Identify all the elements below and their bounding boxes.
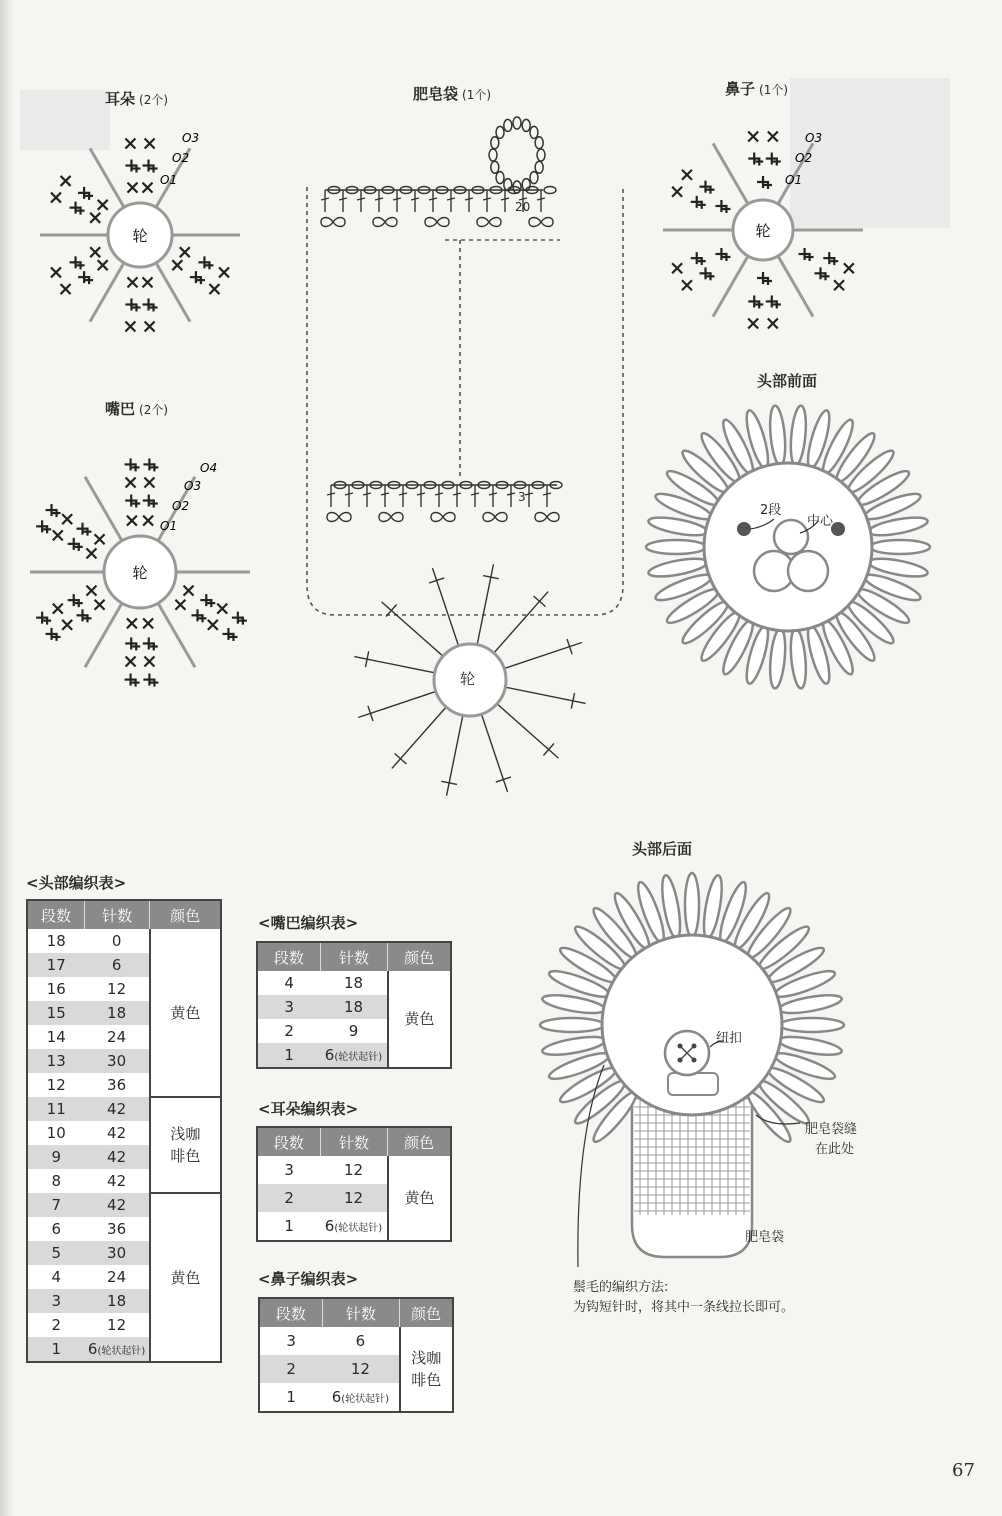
row-marker: O1 bbox=[160, 519, 178, 533]
stitch-mark bbox=[145, 139, 155, 149]
stitch-mark bbox=[36, 520, 51, 533]
stitch-mark bbox=[98, 260, 108, 270]
mane-note-line2: 为钩短针时，将其中一条线拉长即可。 bbox=[573, 1300, 795, 1315]
col-header-rows: 段数 bbox=[257, 942, 320, 971]
col-header-color: 颜色 bbox=[400, 1298, 453, 1327]
stitch-mark bbox=[70, 256, 85, 269]
stitch-mark bbox=[76, 523, 91, 536]
stitch-count-cell: 30 bbox=[84, 1049, 149, 1073]
stitch-mark bbox=[143, 298, 158, 311]
stitch-mark bbox=[95, 600, 105, 610]
chain-stitch bbox=[504, 119, 512, 131]
stitch-mark bbox=[143, 277, 153, 287]
row-number-cell: 4 bbox=[51, 1268, 61, 1286]
stitch-count-cell: 12 bbox=[107, 1316, 127, 1334]
stitch-mark bbox=[78, 187, 93, 200]
stitch-count-cell: 36 bbox=[107, 1220, 127, 1238]
row-marker: O3 bbox=[805, 131, 823, 145]
stitch-mark bbox=[125, 321, 135, 331]
double-crochet bbox=[358, 691, 436, 717]
nose-knit-table bbox=[258, 1297, 454, 1413]
stitch-mark bbox=[46, 628, 61, 641]
color-cell: 黄色 bbox=[388, 971, 451, 1068]
stitch-mark bbox=[126, 477, 136, 487]
stitch-mark bbox=[672, 187, 682, 197]
chain-stitch bbox=[535, 137, 543, 149]
row-marker: O1 bbox=[160, 173, 178, 187]
stitch-mark bbox=[844, 263, 854, 273]
stitch-mark bbox=[127, 277, 137, 287]
stitch-count-cell: 30 bbox=[84, 1241, 149, 1265]
head-front-title: 头部前面 bbox=[757, 372, 818, 390]
ears-table-title: <耳朵编织表> bbox=[258, 1100, 359, 1118]
stitch-mark bbox=[125, 495, 140, 508]
col-header-rows: 段数 bbox=[257, 1127, 320, 1156]
stitch-mark bbox=[799, 248, 814, 261]
stitch-mark bbox=[62, 514, 72, 524]
row-marker: O2 bbox=[172, 151, 190, 165]
row-number-cell: 17 bbox=[27, 953, 84, 977]
stitch-mark bbox=[768, 132, 778, 142]
mane-loop bbox=[780, 1018, 844, 1032]
stitch-mark bbox=[127, 516, 137, 526]
row-marker-3: 3 bbox=[518, 490, 526, 504]
stitch-count-cell: 0 bbox=[111, 932, 122, 950]
stitch-mark bbox=[90, 213, 100, 223]
stitch-count-cell: 9 bbox=[348, 1022, 359, 1040]
table-row bbox=[27, 1097, 221, 1121]
stitch-mark bbox=[184, 586, 194, 596]
row-marker: O4 bbox=[200, 461, 218, 475]
color-cell: 黄色 bbox=[150, 929, 221, 1097]
mouth-stitch-diagram bbox=[20, 432, 280, 712]
stitch-count-cell: 24 bbox=[107, 1268, 127, 1286]
stitch-mark bbox=[699, 267, 714, 280]
left-eye bbox=[737, 522, 751, 536]
row-number-cell: 16 bbox=[46, 980, 66, 998]
stitch-mark bbox=[175, 600, 185, 610]
stitch-count-cell: 42 bbox=[84, 1097, 149, 1121]
stitch-mark bbox=[76, 609, 91, 622]
chain-pair bbox=[373, 218, 397, 227]
stitch-mark bbox=[143, 674, 158, 687]
chain-pair bbox=[477, 218, 501, 227]
stitch-mark bbox=[823, 252, 838, 265]
double-crochet bbox=[504, 642, 582, 668]
stitch-mark bbox=[125, 160, 140, 173]
stitch-mark bbox=[766, 153, 781, 166]
chain-pair bbox=[379, 513, 403, 522]
row-number-cell: 11 bbox=[27, 1097, 84, 1121]
stitch-mark bbox=[222, 628, 237, 641]
stitch-count-cell: 18 bbox=[320, 995, 387, 1019]
stitch-mark bbox=[143, 637, 158, 650]
mouth-right bbox=[788, 551, 828, 591]
nose-table-title: <鼻子编织表> bbox=[258, 1270, 359, 1288]
stitch-mark bbox=[691, 196, 706, 209]
button-label: 纽扣 bbox=[716, 1031, 743, 1046]
stitch-count-cell: 42 bbox=[84, 1193, 149, 1217]
stitch-count-cell: 42 bbox=[107, 1124, 127, 1142]
stitch-mark bbox=[51, 267, 61, 277]
chain-pair bbox=[529, 218, 553, 227]
row-number-cell: 1 bbox=[284, 1217, 294, 1235]
stitch-mark bbox=[125, 674, 140, 687]
stitch-mark bbox=[61, 176, 71, 186]
mane-loop bbox=[870, 540, 930, 554]
row-marker: O1 bbox=[785, 173, 803, 187]
stitch-mark bbox=[127, 183, 137, 193]
row-number-cell: 1 bbox=[257, 1043, 320, 1068]
stitch-mark bbox=[78, 271, 93, 284]
stitch-mark bbox=[51, 193, 61, 203]
start-note: (轮状起针) bbox=[334, 1223, 383, 1234]
chain-stitch bbox=[537, 149, 545, 161]
double-crochet bbox=[497, 704, 558, 758]
mouth-table-title: <嘴巴编织表> bbox=[258, 914, 359, 932]
stitch-mark bbox=[757, 176, 772, 189]
row-number-cell: 9 bbox=[27, 1145, 84, 1169]
stitch-mark bbox=[68, 594, 83, 607]
round-2-label: 2段 bbox=[760, 503, 782, 518]
chain-stitch bbox=[496, 126, 504, 138]
bag-outline bbox=[307, 187, 623, 615]
chain-pair bbox=[327, 513, 351, 522]
row-marker-20: 20 bbox=[515, 200, 531, 214]
mane-loop bbox=[768, 405, 787, 466]
start-note: (轮状起针) bbox=[341, 1394, 390, 1405]
row-number-cell: 2 bbox=[259, 1355, 322, 1383]
nose bbox=[774, 520, 808, 554]
head-table-title: <头部编织表> bbox=[26, 874, 127, 892]
mane-loop bbox=[540, 1018, 604, 1032]
mane-loop bbox=[789, 405, 808, 466]
stitch-mark bbox=[125, 139, 135, 149]
col-header-color: 颜色 bbox=[388, 942, 451, 971]
mane-note-line1: 鬃毛的编织方法: bbox=[573, 1280, 669, 1295]
soap-bag-diagram-title: 肥皂袋 (1个) bbox=[413, 85, 492, 103]
row-number-cell: 4 bbox=[284, 974, 294, 992]
row-number-cell: 1 bbox=[286, 1388, 296, 1406]
col-header-stitches: 针数 bbox=[320, 942, 387, 971]
color-cell: 浅咖 啡色 bbox=[400, 1327, 453, 1412]
stitch-mark bbox=[715, 200, 730, 213]
row-number-cell: 2 bbox=[51, 1316, 61, 1334]
stitch-mark bbox=[70, 202, 85, 215]
stitch-mark bbox=[190, 271, 205, 284]
stitch-mark bbox=[86, 586, 96, 596]
table-row bbox=[257, 1156, 451, 1184]
stitch-mark bbox=[68, 538, 83, 551]
row-number-cell: 10 bbox=[46, 1124, 66, 1142]
row-number-cell: 1 bbox=[27, 1337, 84, 1362]
chain-stitch bbox=[496, 172, 504, 184]
stitch-mark bbox=[192, 609, 207, 622]
row-number-cell: 5 bbox=[27, 1241, 84, 1265]
ring-label: 轮 bbox=[132, 227, 148, 245]
stitch-mark bbox=[125, 637, 140, 650]
stitch-mark bbox=[748, 153, 763, 166]
stitch-count-cell: 18 bbox=[343, 974, 364, 992]
stitch-mark bbox=[95, 534, 105, 544]
chain-stitch bbox=[491, 161, 499, 173]
stitch-mark bbox=[715, 248, 730, 261]
stitch-mark bbox=[53, 530, 63, 540]
stitch-count-cell: 6(轮状起针) bbox=[331, 1388, 390, 1406]
bag-top-flap bbox=[668, 1073, 718, 1095]
chain-stitch bbox=[489, 149, 497, 161]
stitch-mark bbox=[219, 267, 229, 277]
stitch-count-cell: 18 bbox=[84, 1001, 149, 1025]
row-number-cell: 3 bbox=[286, 1332, 296, 1350]
stitch-mark bbox=[126, 657, 136, 667]
head-back-title: 头部后面 bbox=[632, 840, 693, 858]
mane-loop bbox=[768, 628, 787, 689]
stitch-mark bbox=[691, 252, 706, 265]
table-row bbox=[27, 1193, 221, 1217]
stitch-mark bbox=[757, 272, 772, 285]
stitch-count-cell: 42 bbox=[84, 1145, 149, 1169]
row-marker: O3 bbox=[184, 479, 202, 493]
stitch-count-cell: 6(轮状起针) bbox=[320, 1043, 387, 1068]
row-number-cell: 14 bbox=[46, 1028, 66, 1046]
chain-pair bbox=[535, 513, 559, 522]
col-header-color: 颜色 bbox=[388, 1127, 451, 1156]
chain-stitch bbox=[535, 161, 543, 173]
stitch-mark bbox=[46, 504, 61, 517]
stitch-count-cell: 36 bbox=[107, 1076, 127, 1094]
head-front-diagram bbox=[640, 395, 940, 695]
ring-label: 轮 bbox=[132, 564, 148, 582]
table-row bbox=[259, 1327, 453, 1355]
col-header-rows: 段数 bbox=[27, 900, 84, 929]
page-number: 67 bbox=[952, 1460, 975, 1481]
seam-label-2: 在此处 bbox=[815, 1142, 855, 1157]
chain-stitch bbox=[522, 119, 530, 131]
stitch-mark bbox=[834, 280, 844, 290]
chain-pair bbox=[483, 513, 507, 522]
nose-stitch-diagram bbox=[645, 110, 885, 350]
stitch-count-cell: 12 bbox=[343, 1161, 364, 1179]
row-number-cell: 6 bbox=[51, 1220, 61, 1238]
chain-stitch bbox=[530, 172, 538, 184]
stitch-mark bbox=[53, 604, 63, 614]
chain-stitch bbox=[544, 187, 556, 194]
ears-diagram-title: 耳朵 (2个) bbox=[105, 90, 169, 108]
center-label: 中心 bbox=[807, 514, 834, 529]
stitch-mark bbox=[98, 200, 108, 210]
mane-loop bbox=[646, 540, 706, 554]
col-header-stitches: 针数 bbox=[322, 1298, 399, 1327]
chain-pair bbox=[321, 218, 345, 227]
stitch-mark bbox=[682, 280, 692, 290]
stitch-mark bbox=[748, 318, 758, 328]
chain-stitch bbox=[513, 117, 521, 129]
row-marker: O2 bbox=[172, 499, 190, 513]
stitch-mark bbox=[143, 458, 158, 471]
row-number-cell: 2 bbox=[257, 1184, 320, 1212]
head-knit-table bbox=[26, 899, 222, 1363]
row-number-cell: 12 bbox=[46, 1076, 66, 1094]
stitch-mark bbox=[144, 657, 154, 667]
stitch-mark bbox=[61, 284, 71, 294]
stitch-count-cell: 18 bbox=[84, 1289, 149, 1313]
row-number-cell: 7 bbox=[27, 1193, 84, 1217]
stitch-mark bbox=[143, 160, 158, 173]
col-header-stitches: 针数 bbox=[84, 900, 149, 929]
stitch-count-cell: 12 bbox=[107, 980, 127, 998]
row-number-cell: 13 bbox=[27, 1049, 84, 1073]
row-marker: O3 bbox=[182, 131, 200, 145]
stitch-mark bbox=[62, 620, 72, 630]
row-number-cell: 18 bbox=[46, 932, 66, 950]
stitch-count-cell: 6 bbox=[84, 953, 149, 977]
chain-stitch bbox=[530, 126, 538, 138]
chain-stitch bbox=[491, 137, 499, 149]
stitch-count-cell: 12 bbox=[322, 1355, 399, 1383]
stitch-mark bbox=[198, 256, 213, 269]
ears-stitch-diagram bbox=[20, 110, 260, 350]
mouth-knit-table bbox=[256, 941, 452, 1069]
double-crochet bbox=[494, 592, 548, 653]
stitch-mark bbox=[125, 298, 140, 311]
stitch-mark bbox=[144, 477, 154, 487]
start-note: (轮状起针) bbox=[334, 1052, 383, 1063]
seam-label-1: 肥皂袋缝 bbox=[805, 1122, 858, 1137]
stitch-mark bbox=[172, 260, 182, 270]
color-cell: 黄色 bbox=[388, 1156, 451, 1241]
stitch-mark bbox=[208, 620, 218, 630]
stitch-mark bbox=[200, 594, 215, 607]
mane-loop bbox=[685, 873, 699, 937]
color-cell: 黄色 bbox=[150, 1193, 221, 1362]
stitch-mark bbox=[748, 295, 763, 308]
stitch-mark bbox=[232, 612, 247, 625]
stitch-mark bbox=[127, 618, 137, 628]
stitch-mark bbox=[217, 604, 227, 614]
stitch-mark bbox=[699, 181, 714, 194]
book-spine-shadow bbox=[0, 0, 14, 1516]
stitch-count-cell: 6 bbox=[355, 1332, 366, 1350]
stitch-mark bbox=[86, 548, 96, 558]
stitch-count-cell: 42 bbox=[107, 1172, 127, 1190]
col-header-rows: 段数 bbox=[259, 1298, 322, 1327]
row-number-cell: 15 bbox=[27, 1001, 84, 1025]
ears-knit-table bbox=[256, 1126, 452, 1242]
stitch-mark bbox=[748, 132, 758, 142]
start-note: (轮状起针) bbox=[97, 1346, 146, 1357]
row-number-cell: 3 bbox=[284, 1161, 294, 1179]
table-row bbox=[27, 929, 221, 953]
stitch-mark bbox=[815, 267, 830, 280]
stitch-mark bbox=[145, 321, 155, 331]
mane-loop bbox=[789, 628, 808, 689]
col-header-stitches: 针数 bbox=[320, 1127, 387, 1156]
soap-bag-center-label: 轮 bbox=[460, 670, 476, 688]
stitch-count-cell: 12 bbox=[320, 1184, 387, 1212]
row-number-cell: 2 bbox=[284, 1022, 294, 1040]
color-cell: 浅咖 啡色 bbox=[150, 1097, 221, 1193]
stitch-mark bbox=[682, 170, 692, 180]
chain-pair bbox=[431, 513, 455, 522]
col-header-color: 颜色 bbox=[150, 900, 221, 929]
stitch-mark bbox=[143, 516, 153, 526]
row-number-cell: 3 bbox=[27, 1289, 84, 1313]
head-back-diagram bbox=[530, 865, 850, 1285]
row-marker: O2 bbox=[795, 151, 813, 165]
stitch-mark bbox=[766, 295, 781, 308]
ring-label: 轮 bbox=[755, 222, 771, 240]
row-number-cell: 8 bbox=[51, 1172, 61, 1190]
soap-bag-label: 肥皂袋 bbox=[745, 1230, 785, 1245]
stitch-count-cell: 6(轮状起针) bbox=[84, 1337, 149, 1362]
stitch-mark bbox=[143, 495, 158, 508]
stitch-count-cell: 6(轮状起针) bbox=[324, 1217, 383, 1235]
stitch-mark bbox=[143, 618, 153, 628]
nose-diagram-title: 鼻子 (1个) bbox=[725, 80, 789, 98]
stitch-mark bbox=[125, 458, 140, 471]
stitch-mark bbox=[90, 247, 100, 257]
right-eye bbox=[831, 522, 845, 536]
stitch-mark bbox=[36, 612, 51, 625]
row-number-cell: 3 bbox=[257, 995, 320, 1019]
mouth-diagram-title: 嘴巴 (2个) bbox=[105, 400, 169, 418]
stitch-mark bbox=[180, 247, 190, 257]
stitch-mark bbox=[768, 318, 778, 328]
chain-pair bbox=[425, 218, 449, 227]
stitch-mark bbox=[143, 183, 153, 193]
stitch-mark bbox=[672, 263, 682, 273]
table-row bbox=[257, 971, 451, 995]
stitch-count-cell: 24 bbox=[107, 1028, 127, 1046]
stitch-mark bbox=[209, 284, 219, 294]
